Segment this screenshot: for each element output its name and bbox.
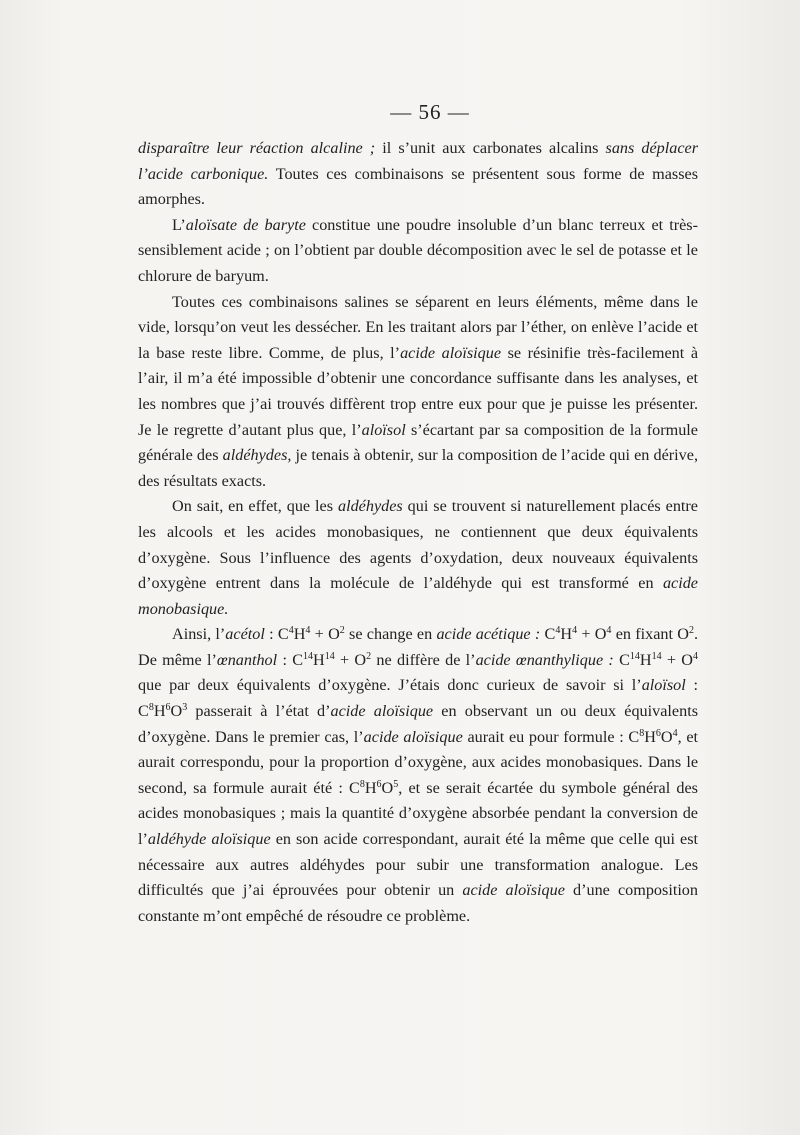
paragraph bbox=[138, 136, 698, 213]
text-run: . De même l’ bbox=[138, 625, 699, 669]
italic-text: acide œnanthylique : bbox=[475, 650, 614, 669]
text-run: : C bbox=[277, 650, 304, 669]
text-run: Ainsi, l’ bbox=[172, 625, 226, 644]
text-run: H bbox=[313, 650, 325, 669]
italic-text: aldéhyde aloïsique bbox=[147, 830, 271, 849]
superscript: 4 bbox=[606, 625, 612, 637]
superscript: 2 bbox=[366, 650, 372, 662]
text-run: H bbox=[364, 778, 377, 797]
italic-text: disparaître leur réaction alcaline ; bbox=[138, 139, 376, 157]
superscript: 2 bbox=[688, 625, 694, 637]
text-run: passerait à l’état d’ bbox=[187, 702, 331, 721]
superscript: 4 bbox=[288, 625, 294, 637]
text-run: s’écartant par sa composition de la formule générale des bbox=[138, 420, 698, 465]
superscript: 8 bbox=[639, 727, 645, 739]
text-run: L’ bbox=[172, 215, 186, 234]
paragraph bbox=[138, 622, 698, 929]
superscript: 5 bbox=[393, 778, 399, 790]
text-run: H bbox=[153, 702, 166, 721]
superscript: 4 bbox=[693, 650, 698, 662]
text-run: Toutes ces combinaisons se présentent sous forme de masses amorphes. bbox=[138, 164, 699, 209]
superscript: 14 bbox=[629, 650, 640, 662]
text-run: O bbox=[170, 702, 183, 721]
superscript: 6 bbox=[655, 727, 661, 739]
superscript: 4 bbox=[672, 727, 678, 739]
text-run: C bbox=[613, 650, 630, 669]
text-run: C bbox=[540, 625, 556, 644]
italic-text: aloïsol bbox=[361, 420, 406, 439]
text-run: que par deux équivalents d’oxygène. J’étais donc curieux de savoir si l’ bbox=[138, 676, 642, 695]
superscript: 4 bbox=[305, 625, 311, 637]
text-run: se résinifie très-facilement à l’air, il m’a été impossible d’obtenir une concordance suffisante dans les analyses, et les nombres que j’ai trouvés diffèrent trop entre eux pour que je puisse les présenter. Je le regrette d’autant plus que, l’ bbox=[138, 343, 699, 439]
superscript: 3 bbox=[182, 702, 188, 714]
text-run: d’une composition constante m’ont empêché de résoudre ce problème. bbox=[138, 881, 698, 925]
italic-text: acide aloïsique bbox=[363, 727, 463, 746]
text-run: en fixant O bbox=[611, 625, 689, 644]
paragraph bbox=[138, 290, 698, 495]
text-run: , et aurait correspondu, pour la proportion d’oxygène, aux acides monobasiques. Dans le second, sa formule aurait été : C bbox=[138, 727, 699, 797]
text-run: + O bbox=[577, 625, 607, 644]
text-run: en son acide correspondant, aurait été la même que celle qui est nécessaire aux autres aldéhydes pour subir une transformation analogue. Les difficultés que j’ai éprouvées pour obtenir un bbox=[138, 830, 698, 900]
text-run: + O bbox=[334, 650, 367, 669]
text-run: H bbox=[560, 625, 573, 644]
italic-text: œnanthol bbox=[216, 650, 278, 669]
text-run: : C bbox=[264, 625, 289, 644]
text-run: ne diffère de l’ bbox=[371, 650, 476, 669]
superscript: 4 bbox=[572, 625, 578, 637]
text-run: H bbox=[293, 625, 306, 644]
italic-text: acide aloïsique bbox=[330, 702, 434, 721]
italic-text: acide aloïsique bbox=[400, 343, 502, 362]
superscript: 2 bbox=[339, 625, 345, 637]
page-number: — 56 — bbox=[390, 100, 470, 124]
text-run: se change en bbox=[344, 625, 437, 644]
text-run: constitue une poudre insoluble d’un blanc terreux et très-sensiblement acide ; on l’obtient par double décomposition avec le sel de potasse et le chlorure de baryum. bbox=[138, 215, 699, 285]
body-text bbox=[138, 136, 698, 929]
superscript: 4 bbox=[555, 625, 561, 637]
text-run: O bbox=[660, 727, 673, 746]
superscript: 14 bbox=[651, 650, 662, 662]
italic-text: aldéhydes, bbox=[222, 446, 292, 465]
text-run: je tenais à obtenir, sur la composition de l’acide qui en dérive, des résultats exacts. bbox=[138, 446, 698, 490]
italic-text: aloïsol bbox=[641, 676, 686, 695]
italic-text: acide acétique : bbox=[436, 625, 541, 644]
paragraph bbox=[138, 213, 698, 290]
text-run: il s’unit aux carbonates alcalins bbox=[375, 139, 606, 157]
text-run: : C bbox=[138, 676, 699, 721]
superscript: 8 bbox=[148, 702, 154, 714]
text-run: , et se serait écartée du symbole général des acides monobasiques ; mais la quantité d’oxygène absorbée pendant la conversion de l’ bbox=[138, 778, 698, 849]
text-run: On sait, en effet, que les bbox=[172, 497, 338, 516]
superscript: 8 bbox=[359, 778, 365, 790]
text-run: Toutes ces combinaisons salines se séparent en leurs éléments, même dans le vide, lorsqu’on veut les dessécher. En les traitant alors par l’éther, on enlève l’acide et la base reste libre. Comme, de plus, l’ bbox=[138, 292, 698, 362]
paragraph bbox=[138, 494, 698, 622]
superscript: 14 bbox=[324, 650, 335, 662]
text-run: qui se trouvent si naturellement placés entre les alcools et les acides monobasiques, ne contiennent que deux équivalents d’oxygène. Sous l’influence des agents d’oxydation, deux nouveaux équivalents d’oxygène entrent dans la molécule de l’aldéhyde qui est transformé en bbox=[138, 497, 698, 593]
italic-text: aldéhydes bbox=[337, 497, 403, 516]
superscript: 6 bbox=[165, 702, 171, 714]
text-run: H bbox=[644, 727, 656, 746]
text-run: + O bbox=[661, 650, 693, 669]
italic-text: acide aloïsique bbox=[462, 881, 565, 900]
italic-text: aloïsate de baryte bbox=[185, 215, 306, 234]
italic-text: acétol bbox=[225, 625, 265, 644]
text-run: en observant un ou deux équivalents d’oxygène. Dans le premier cas, l’ bbox=[138, 702, 698, 746]
superscript: 6 bbox=[376, 778, 382, 790]
text-run: H bbox=[639, 650, 652, 669]
text-run: aurait eu pour formule : C bbox=[462, 727, 640, 746]
superscript: 14 bbox=[303, 650, 314, 662]
text-run: + O bbox=[310, 625, 340, 644]
italic-text: sans déplacer l’acide carbonique. bbox=[138, 139, 699, 183]
italic-text: acide monobasique. bbox=[138, 574, 698, 618]
text-run: O bbox=[381, 778, 394, 797]
